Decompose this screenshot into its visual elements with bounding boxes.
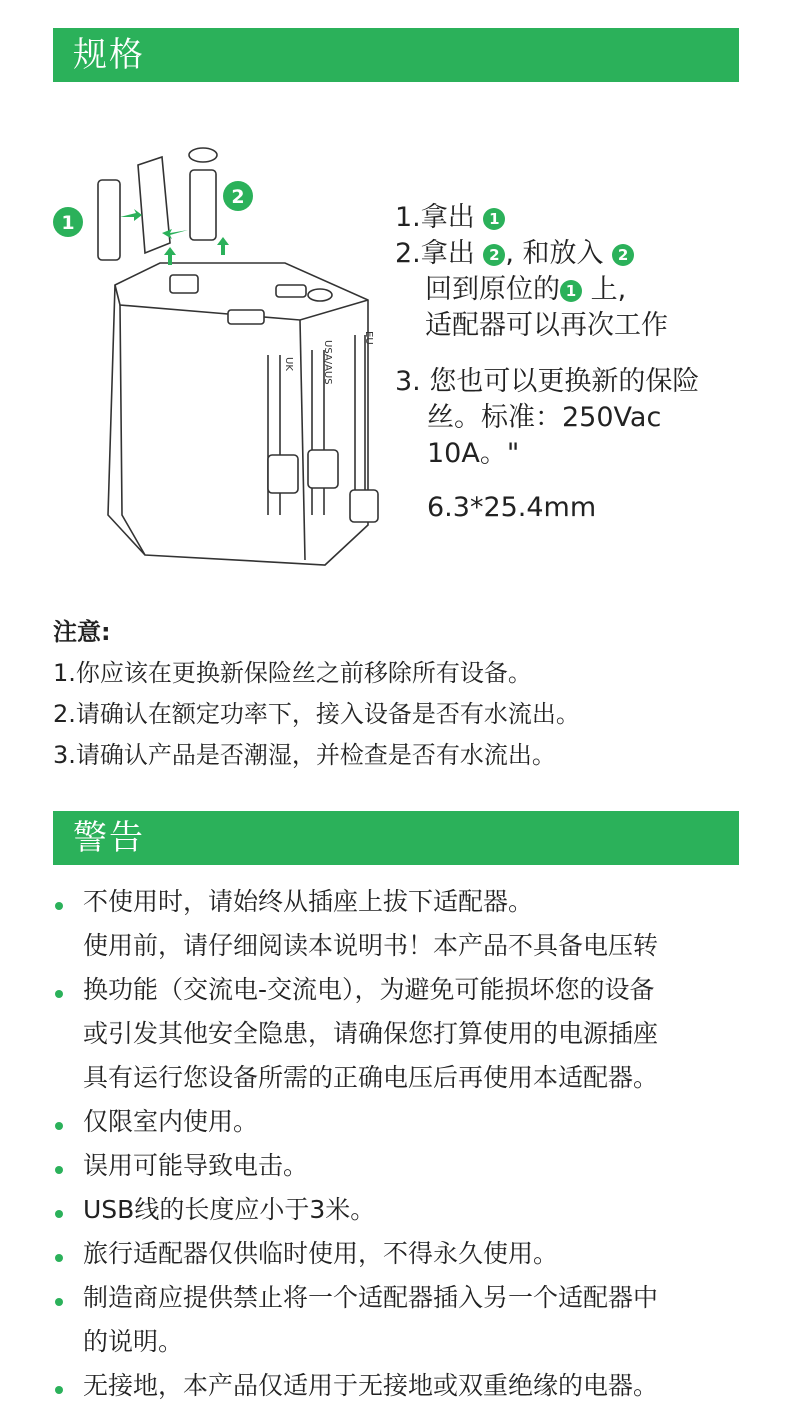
note-item: 1.你应该在更换新保险丝之前移除所有设备。 [53,659,532,687]
callout-1: 1 [61,212,75,234]
step-1-text: 1.拿出 [395,202,475,233]
note-item: 3.请确认产品是否潮湿，并检查是否有水流出。 [53,741,556,769]
warning-item: 或引发其他安全隐患，请确保您打算使用的电源插座 [83,1019,659,1048]
fuse-replacement-diagram [50,135,390,575]
step-2-text: 2.拿出 [395,238,475,269]
label-uk: UK [283,357,294,371]
step-2 [395,236,699,272]
warning-item: 无接地，本产品仅适用于无接地或双重绝缘的电器。 [53,1364,753,1408]
step-2-line2-a: 回到原位的 [425,274,560,305]
warning-item: USB线的长度应小于3米。 [53,1188,753,1232]
notes-section [53,612,580,776]
step-2-line2-num: 1 [560,280,582,302]
warning-item: 旅行适配器仅供临时使用，不得永久使用。 [53,1232,753,1276]
step-3-line1: 3. 您也可以更换新的保险 [395,366,700,397]
label-usa-aus: USA/AUS [322,340,333,385]
step-1-num: 1 [483,208,505,230]
step-2-line2 [395,272,699,308]
step-2-mid: , 和放入 [505,238,604,269]
warning-item: 误用可能导致电击。 [53,1144,753,1188]
warning-item: 换功能（交流电-交流电），为避免可能损坏您的设备 [53,968,753,1012]
warning-item: 不使用时，请始终从插座上拔下适配器。 [53,880,753,924]
step-2-line3: 适配器可以再次工作 [425,310,668,341]
step-2-line2-b: 上, [590,274,627,305]
warning-header: 警告 [53,811,739,865]
note-item: 2.请确认在额定功率下，接入设备是否有水流出。 [53,700,580,728]
fuse-steps [395,200,699,526]
specs-header: 规格 [53,28,739,82]
label-eu: EU [363,331,374,345]
warning-item: 制造商应提供禁止将一个适配器插入另一个适配器中 [53,1276,753,1320]
step-3-line4: 6.3*25.4mm [427,492,597,523]
warning-item: 的说明。 [83,1327,184,1356]
step-3-line2: 丝。标准：250Vac [427,402,662,433]
callout-2: 2 [231,186,245,208]
warning-item: 具有运行您设备所需的正确电压后再使用本适配器。 [83,1063,659,1092]
warning-item: 仅限室内使用。 [53,1100,753,1144]
step-1 [395,200,699,236]
notes-title: 注意: [53,618,111,646]
warning-item: 使用前，请仔细阅读本说明书！本产品不具备电压转 [83,931,659,960]
step-3-line3: 10A。" [427,438,520,469]
step-2-num-b: 2 [612,244,634,266]
warning-list [53,880,753,1408]
step-2-num: 2 [483,244,505,266]
